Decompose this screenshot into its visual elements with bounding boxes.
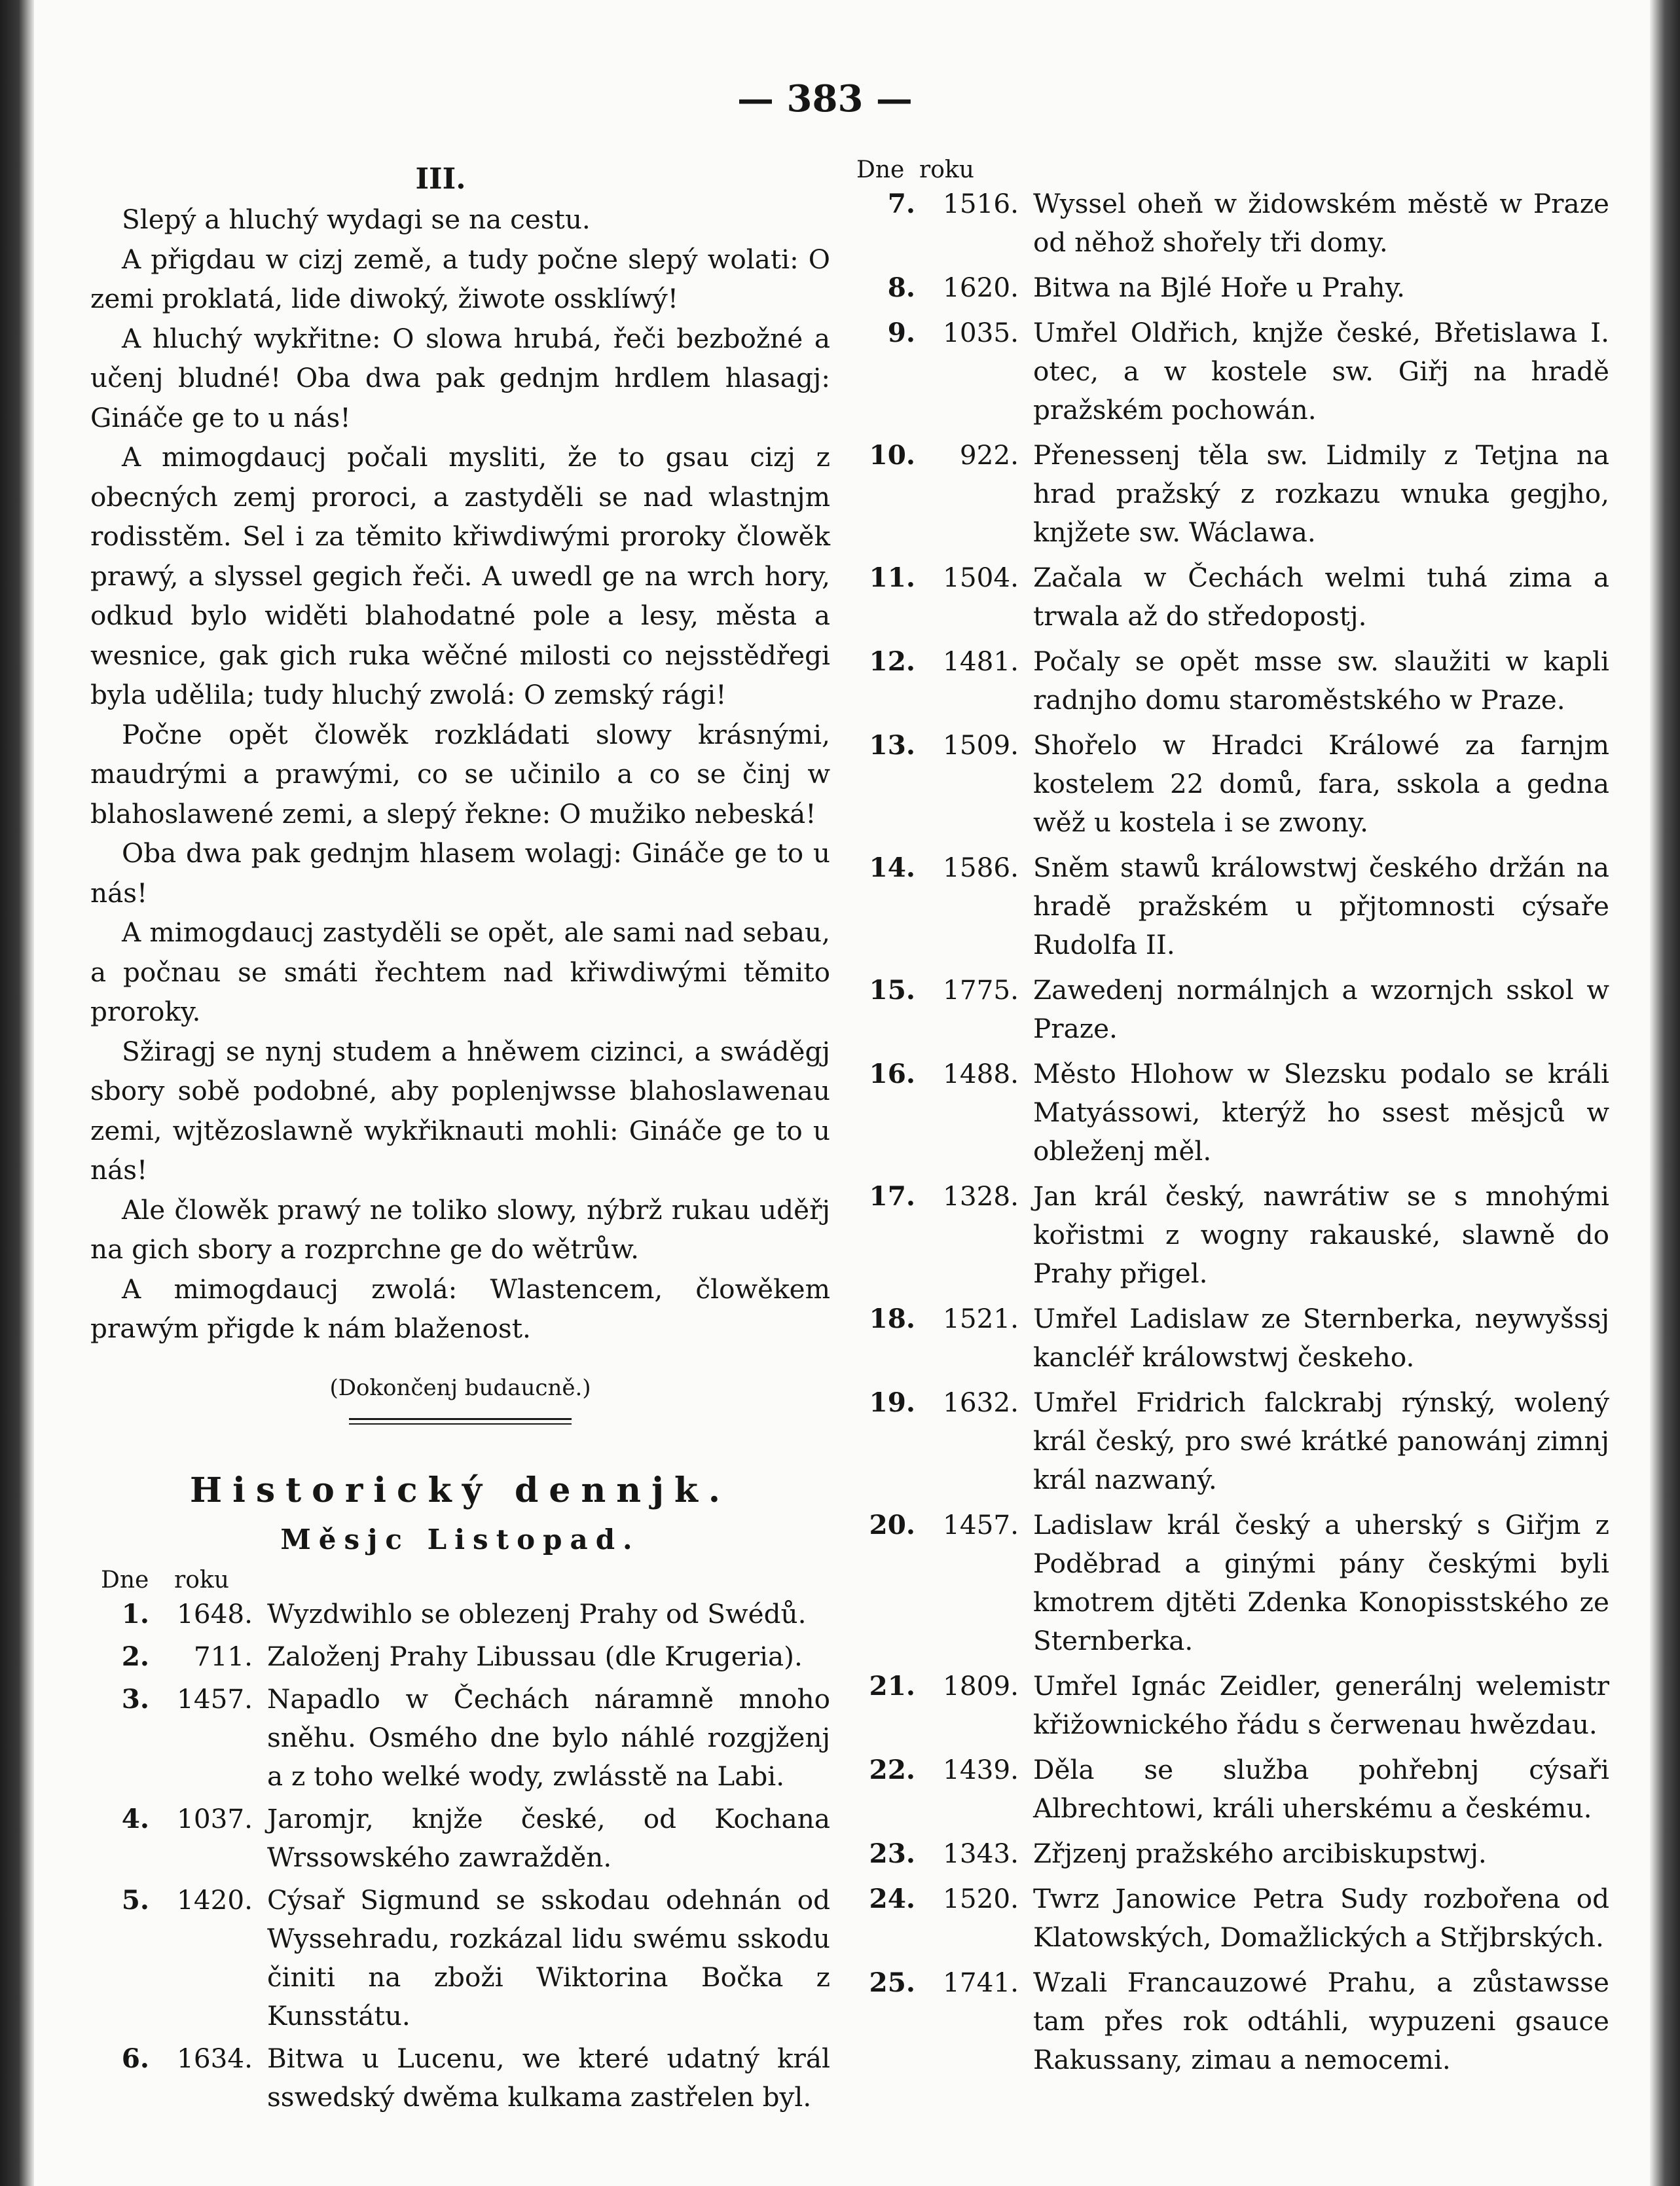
entry-day: 12. (869, 646, 915, 677)
entry-year: 1586. (943, 852, 1019, 883)
header-day: Dne (101, 1566, 149, 1594)
entry-day: 11. (869, 562, 915, 593)
calendar-entry (856, 1667, 1609, 1744)
left-column (90, 157, 830, 2121)
right-column (856, 156, 1609, 2086)
calendar-entry (856, 971, 1609, 1048)
poem-paragraph: A mimogdaucj zwolá: Wlastencem, člowěkem prawým přigde k nám blaženost. (90, 1273, 830, 1344)
entry-day: 16. (869, 1058, 915, 1089)
entry-text: Město Hlohow w Slezsku podalo se králi Matyássowi, kterýž ho ssest měsjců w obleženj měl. (1033, 1058, 1609, 1167)
entry-day: 13. (869, 729, 915, 761)
entry-year: 1620. (943, 272, 1019, 303)
section-subtitle: Měsjc Listopad. (280, 1523, 640, 1556)
header-day: Dne (856, 156, 905, 183)
page-number: — 383 — (737, 77, 913, 120)
calendar-entry (90, 2039, 830, 2117)
column-headers (90, 1566, 830, 1595)
entry-day: 24. (869, 1883, 915, 1914)
poem-paragraph: Oba dwa pak gednjm hlasem wolagj: Gináče ge to u nás! (90, 837, 830, 909)
calendar-entry (856, 726, 1609, 842)
calendar-entry (856, 1055, 1609, 1171)
entry-day: 6. (121, 2042, 149, 2074)
entry-text: Jaromjr, knjže české, od Kochana Wrssowského zawražděn. (267, 1802, 830, 1873)
entry-text: Ladislaw král český a uherský s Giřjm z Poděbrad a ginými pány českými byli kmotrem djtěti Zdenka Konopisstského ze Sternberka. (1033, 1509, 1609, 1656)
continued-note: (Dokončenj budaucně.) (329, 1374, 591, 1401)
calendar-entry (856, 1177, 1609, 1293)
calendar-entry (856, 268, 1609, 307)
entry-day: 4. (121, 1802, 149, 1834)
entry-text: Přenessenj těla sw. Lidmily z Tetjna na hrad pražský z rozkazu wnuka gegjho, knjžete sw. Wáclawa. (1033, 439, 1609, 548)
entry-text: Děla se služba pohřebnj cýsaři Albrechtowi, králi uherskému a českému. (1033, 1754, 1609, 1824)
entry-year: 1775. (943, 974, 1019, 1006)
entry-day: 2. (121, 1640, 149, 1672)
divider-rule (349, 1418, 572, 1425)
entry-text: Wyssel oheň w židowském městě w Praze od něhož shořely tři domy. (1033, 188, 1609, 258)
calendar-entry (856, 642, 1609, 720)
calendar-entry (90, 1595, 830, 1633)
scan-edge-right (1650, 0, 1680, 2186)
calendar-entry (856, 1300, 1609, 1377)
calendar-entry (856, 1963, 1609, 2079)
calendar-entry (856, 1834, 1609, 1873)
entry-day: 8. (887, 272, 915, 303)
entry-year: 1439. (943, 1754, 1019, 1785)
entry-year: 1741. (943, 1967, 1019, 1998)
entry-year: 1343. (943, 1838, 1019, 1869)
entry-day: 22. (869, 1754, 915, 1785)
entry-year: 1457. (943, 1509, 1019, 1540)
poem-paragraph: Slepý a hluchý wydagi se na cestu. (122, 204, 591, 235)
calendar-entry (90, 1637, 830, 1676)
poem-paragraph: A přigdau w cizj země, a tudy počne slepý wolati: O zemi proklatá, lide diwoký, žiwote ossklíwý! (90, 243, 830, 314)
entry-day: 7. (887, 188, 915, 219)
poem-paragraph: A mimogdaucj počali mysliti, že to gsau cizj z obecných zemj proroci, a zastyděli se nad wlastnjm rodisstěm. Sel i za těmito křiwdiwými proroky člowěk prawý, a slyssel gegich řeči. A uwedl ge na wrch hory, odkud bylo widěti blahodatné pole a lesy, města a wesnice, gak gich ruka wěčné milosti co nejsstědřegi byla udělila; tudy hluchý zwolá: O zemský rági! (90, 441, 830, 710)
entry-year: 1488. (943, 1058, 1019, 1089)
entry-year: 1457. (177, 1683, 253, 1715)
entry-year: 1420. (177, 1884, 253, 1916)
entry-text: Wyzdwihlo se oblezenj Prahy od Swédů. (267, 1597, 807, 1630)
entry-day: 25. (869, 1967, 915, 1998)
entry-text: Sněm stawů králowstwj českého držán na hradě pražském u přjtomnosti cýsaře Rudolfa II. (1033, 852, 1609, 960)
entry-year: 1504. (943, 562, 1019, 593)
entry-year: 922. (959, 439, 1019, 471)
entry-year: 1481. (943, 646, 1019, 677)
calendar-entry (856, 1506, 1609, 1660)
calendar-entry (90, 1680, 830, 1796)
calendar-entry (856, 848, 1609, 964)
entry-text: Cýsař Sigmund se sskodau odehnán od Wyssehradu, rozkázal lidu swému sskodu činiti na zboži Wiktorina Bočka z Kunsstátu. (267, 1884, 830, 2031)
entry-day: 10. (869, 439, 915, 471)
entry-year: 1509. (943, 729, 1019, 761)
entry-year: 1037. (177, 1802, 253, 1834)
entry-text: Zřjzenj pražského arcibiskupstwj. (1033, 1838, 1487, 1869)
entry-text: Bitwa u Lucenu, we které udatný král sswedský dwěma kulkama zastřelen byl. (267, 2042, 830, 2113)
calendar-entry (90, 1881, 830, 2035)
calendar-entry (856, 1751, 1609, 1828)
poem (90, 162, 830, 1425)
entry-day: 5. (121, 1884, 149, 1916)
calendar-entry (856, 1383, 1609, 1499)
entry-day: 20. (869, 1509, 915, 1540)
scan-edge-left (0, 0, 34, 2186)
entry-year: 1035. (943, 317, 1019, 348)
entry-text: Wzali Francauzowé Prahu, a zůstawsse tam přes rok odtáhli, wypuzeni gsauce Rakussany, zimau a nemocemi. (1033, 1967, 1609, 2075)
entry-text: Umřel Fridrich falckrabj rýnský, wolený král český, pro swé krátké panowánj zimnj král nazwaný. (1033, 1387, 1609, 1495)
calendar-entry (856, 436, 1609, 552)
entry-text: Umřel Ladislaw ze Sternberka, neywyšssj kancléř králowstwj českeho. (1033, 1303, 1609, 1373)
entry-text: Shořelo w Hradci Králowé za farnjm kostelem 22 domů, fara, sskola a gedna wěž u kostela i se zwony. (1033, 729, 1609, 838)
entry-day: 1. (121, 1597, 149, 1630)
section-title: Historický dennjk. (189, 1470, 731, 1510)
entry-year: 1632. (943, 1387, 1019, 1418)
entry-day: 17. (869, 1180, 915, 1212)
entry-year: 1521. (943, 1303, 1019, 1334)
entry-year: 1648. (177, 1597, 253, 1630)
entry-text: Založenj Prahy Libussau (dle Krugeria). (267, 1640, 803, 1672)
calendar-entry (856, 314, 1609, 429)
calendar-entry (856, 558, 1609, 636)
entry-text: Twrz Janowice Petra Sudy rozbořena od Klatowských, Domažlických a Střjbrských. (1033, 1883, 1609, 1953)
entry-text: Začala w Čechách welmi tuhá zima a trwala až do středopostj. (1033, 562, 1609, 632)
column-headers (856, 156, 1609, 185)
entry-day: 14. (869, 852, 915, 883)
entry-day: 23. (869, 1838, 915, 1869)
entry-text: Zawedenj normálnjch a wzornjch sskol w Praze. (1033, 974, 1609, 1044)
poem-paragraph: A hluchý wykřitne: O slowa hrubá, řeči bezbožné a učenj bludné! Oba dwa pak gednjm hrdlem hlasagj: Gináče ge to u nás! (90, 322, 830, 433)
entry-day: 21. (869, 1670, 915, 1702)
entry-year: 711. (193, 1640, 253, 1672)
entry-day: 3. (121, 1683, 149, 1715)
entry-year: 1520. (943, 1883, 1019, 1914)
entry-day: 18. (869, 1303, 915, 1334)
entry-year: 1634. (177, 2042, 253, 2074)
entry-text: Jan král český, nawrátiw se s mnohými kořistmi z wogny rakauské, slawně do Prahy přigel. (1033, 1180, 1609, 1289)
poem-paragraph: Sžiragj se nynj studem a hněwem cizinci, a swáděgj sbory sobě podobné, aby poplenjwsse blahoslawenau zemi, wjtězoslawně wykřiknauti mohli: Gináče ge to u nás! (90, 1035, 830, 1186)
poem-paragraph: Počne opět člowěk rozkládati slowy krásnými, maudrými a prawými, co se učinilo a co se činj w blahoslawené zemi, a slepý řekne: O mužiko nebeská! (90, 718, 830, 829)
entry-text: Napadlo w Čechách náramně mnoho sněhu. Osmého dne bylo náhlé rozgjženj a z toho welké wody, zwlásstě na Labi. (267, 1683, 830, 1792)
entry-day: 9. (887, 317, 915, 348)
header-year: roku (174, 1566, 229, 1594)
entry-year: 1809. (943, 1670, 1019, 1702)
calendar-entry (90, 1800, 830, 1877)
entry-day: 19. (869, 1387, 915, 1418)
entry-text: Bitwa na Bjlé Hoře u Prahy. (1033, 272, 1405, 303)
poem-paragraph: A mimogdaucj zastyděli se opět, ale sami nad sebau, a počnau se smáti řechtem nad křiwdiwými těmito proroky. (90, 917, 830, 1027)
header-year: roku (919, 156, 974, 183)
entry-text: Počaly se opět msse sw. slaužiti w kapli radnjho domu staroměstského w Praze. (1033, 646, 1609, 716)
entry-year: 1516. (943, 188, 1019, 219)
poem-number: III. (415, 162, 466, 196)
entry-text: Umřel Ignác Zeidler, generálnj welemistr křižownického řádu s čerwenau hwězdau. (1033, 1670, 1609, 1740)
entry-text: Umřel Oldřich, knjže české, Břetislawa I. otec, a w kostele sw. Giřj na hradě pražském pochowán. (1033, 317, 1609, 426)
calendar-entry (856, 1880, 1609, 1957)
entry-year: 1328. (943, 1180, 1019, 1212)
calendar-entry (856, 185, 1609, 262)
entry-day: 15. (869, 974, 915, 1006)
poem-paragraph: Ale člowěk prawý ne toliko slowy, nýbrž rukau uděřj na gich sbory a rozprchne ge do wětrůw. (90, 1193, 830, 1265)
